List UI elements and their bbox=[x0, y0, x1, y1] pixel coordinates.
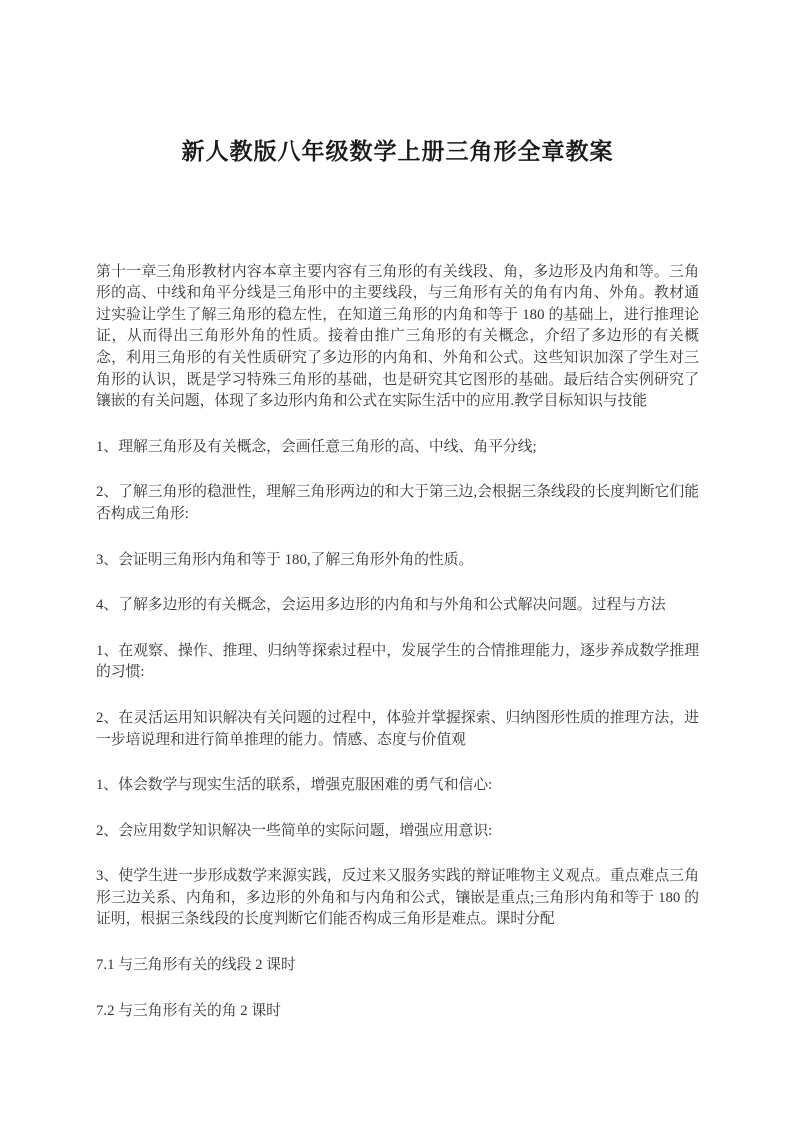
paragraph-process-method-2: 2、在灵活运用知识解决有关问题的过程中，体验并掌握探索、归纳图形性质的推理方法，进一步培说理和进行简单推理的能力。情感、态度与价值观 bbox=[96, 709, 699, 748]
paragraph-schedule-7-1: 7.1 与三角形有关的线段 2 课时 bbox=[96, 957, 296, 974]
paragraph-knowledge-goal-4: 4、了解多边形的有关概念，会运用多边形的内角和与外角和公式解决问题。过程与方法 bbox=[96, 597, 666, 614]
paragraph-knowledge-goal-2: 2、了解三角形的稳泄性，理解三角形两边的和大于第三边,会根据三条线段的长度判断它们能否构成三角形: bbox=[96, 484, 699, 522]
paragraph-knowledge-goal-3: 3、会证明三角形内角和等于 180,了解三角形外角的性质。 bbox=[96, 551, 474, 568]
document-title: 新人教版八年级数学上册三角形全章教案 bbox=[181, 139, 614, 164]
paragraph-intro: 第十一章三角形教材内容本章主要内容有三角形的有关线段、角，多边形及内角和等。三角形的高、中线和角平分线是三角形中的主要线段，与三角形有关的角有内角、外角。教材通过实验让学生了解三角形的稳左性，在知道三角形的内角和等于 180 的基础上，进行推理论证，从而得出三角形外角的性质。接着由推广三角形的有关概念，介绍了多边形的有关概念，利用三角形的有关性质研究了多边形的内角和、外角和公式。这些知识加深了学生对三角形的认识，既是学习特殊三角形的基础，也是研究其它图形的基础。最后结合实例研究了镶嵌的有关问题，体现了多边形内角和公式在实际生活中的应用.教学目标知识与技能 bbox=[96, 263, 699, 410]
paragraph-emotion-value-2: 2、会应用数学知识解决一些简单的实际问题，增强应用意识: bbox=[96, 822, 493, 839]
paragraph-emotion-value-3: 3、使学生进一步形成数学来源实践，反过来又服务实践的辩证唯物主义观点。重点难点三角形三边关系、内角和，多边形的外角和与内角和公式，镶嵌是重点;三角形内角和等于 180 的证明，根据三条线段的长度判断它们能否构成三角形是难点。课时分配 bbox=[96, 868, 699, 928]
paragraph-emotion-value-1: 1、体会数学与现实生活的联系，增强克服困难的勇气和信心: bbox=[96, 777, 493, 794]
paragraph-process-method-1: 1、在观察、操作、推理、归纳等探索过程中，发展学生的合情推理能力，逐步养成数学推理的习惯: bbox=[96, 642, 699, 681]
paragraph-schedule-7-2: 7.2 与三角形有关的角 2 课时 bbox=[96, 1002, 281, 1019]
paragraph-knowledge-goal-1: 1、理解三角形及有关概念，会画任意三角形的高、中线、角平分线; bbox=[96, 438, 537, 455]
